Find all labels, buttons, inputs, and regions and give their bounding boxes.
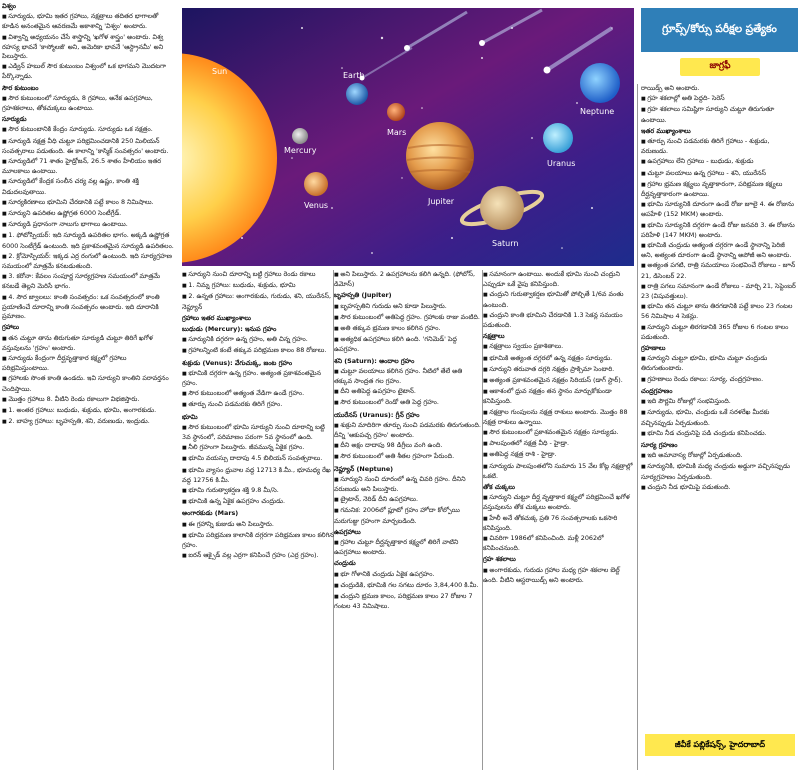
- article-paragraph: ■ అని పిలుస్తారు. 2 ఉపగ్రహాలను కలిగి ఉన్నది. (ఫోబోస్‌, డిమోస్‌): [334, 270, 482, 289]
- article-paragraph: ■ చంద్రుని నీడ భూమిపై పడుతుంది.: [641, 483, 798, 493]
- article-paragraph: ■ నీలి గ్రహంగా పిలుస్తారు. జీవమున్న ఏకైక గ్రహం.: [182, 443, 334, 453]
- article-paragraph: ■ ఈ గ్రహాన్ని కుజుడు అని పిలుస్తారు.: [182, 520, 334, 530]
- article-paragraph: ■ చుట్టూ వలయాలు కలిగిన గ్రహం. నీటిలో తేలే అతి తక్కువ సాంద్రత గల గ్రహం.: [334, 367, 482, 386]
- article-heading: యురేనస్‌ (Uranus): గ్రీన్‌ గ్రహం: [334, 410, 420, 419]
- article-paragraph: ■ అత్యంత ప్రకాశవంతమైన నక్షత్రం సిరియస్‌ (డాగ్‌ స్టార్‌).: [483, 376, 633, 386]
- article-paragraph: ■ సూర్యుడి ప్రధానంగా నాలుగు భాగాలు ఉంటాయి.: [2, 220, 174, 230]
- article-heading: శని (Saturn): అందాల గ్రహం: [334, 356, 415, 365]
- article-heading: భూమి: [182, 412, 198, 421]
- article-paragraph: ■ భూమి వ్యాసం ధ్రువాల వద్ద 12713 కి.మీ., భూమధ్య రేఖ వద్ద 12756 కి.మీ.: [182, 466, 334, 485]
- article-paragraph: ■ పాలపుంతలో నక్షత్ర వీధి - హైడ్రా.: [483, 439, 633, 449]
- neptune-label: Neptune: [580, 107, 615, 116]
- article-paragraph: రాయిడ్స్‌ అని అంటారు.: [641, 84, 700, 92]
- venus-label: Venus: [304, 201, 329, 210]
- column-4: [483, 270, 633, 770]
- mercury-label: Mercury: [284, 146, 317, 155]
- article-heading: ఉపగ్రహాలు: [334, 527, 361, 536]
- article-heading: తోక చుక్కలు: [483, 483, 515, 492]
- article-paragraph: ■ ఎడ్విన్‌ హబుల్‌ సౌర కుటుంబం విశ్వంలో ఒక భాగమని మొదటగా పేర్కొన్నాడు.: [2, 62, 174, 81]
- article-paragraph: ■ 2. బాహ్య గ్రహాలు: బృహస్పతి, శని, వరుణుడు, ఇంద్రుడు.: [2, 417, 174, 427]
- article-paragraph: ■ నక్షత్రాల గుంపులను నక్షత్ర రాశులు అంటారు. మొత్తం 88 నక్షత్ర రాశులు ఉన్నాయి.: [483, 408, 633, 427]
- mars-label: Mars: [387, 128, 407, 137]
- article-heading: అంగారకుడు (Mars): [182, 509, 239, 518]
- article-paragraph: ■ దీని అక్షం దాదాపు 98 డిగ్రీలు వంగి ఉంది.: [334, 441, 482, 451]
- article-paragraph: ■ నక్షత్రాలు స్వయం ప్రకాశితాలు.: [483, 342, 633, 352]
- article-paragraph: ■ విశ్వాన్ని అధ్యయనం చేసే శాస్త్రాన్ని 'ఖగోళ శాస్త్రం' అంటారు. విశ్వ రహస్య భావనే 'కాస్మోలజీ' అని, అమెరికా భావనే 'ఆస్ట్రానమీ' అని పిలుస్తారు.: [2, 33, 174, 62]
- article-heading: చంద్రుడు: [334, 559, 356, 568]
- article-paragraph: ■ చంద్రుని కాంతి భూమిని చేరడానికి 1.3 సెకన్ల సమయం పడుతుంది.: [483, 311, 633, 330]
- article-paragraph: ■ ఉపగ్రహాలు లేని గ్రహాలు - బుధుడు, శుక్రుడు: [641, 157, 798, 167]
- article-paragraph: ■ భూమి పరిభ్రమణ కాలానికి దగ్గరగా పరిభ్రమణ కాలం కలిగిన గ్రహం.: [182, 531, 334, 550]
- column-3: [334, 270, 482, 770]
- article-paragraph: ■ గ్రహ శకలాలు సమిష్టిగా సూర్యుని చుట్టూ తిరుగుతూ ఉంటాయి.: [641, 105, 798, 124]
- article-paragraph: ■ చివరిగా 1986లో కనిపించింది. మళ్లీ 2062లో కనిపించనుంది.: [483, 534, 633, 553]
- article-paragraph: ■ అతి తక్కువ భ్రమణ కాలం కలిగిన గ్రహం.: [334, 324, 482, 334]
- article-paragraph: ■ సూర్యుడు, భూమి ఇతర గ్రహాలు, నక్షత్రాలు తదితర భాగాలతో కూడిన అనంతమైన ఆవరణమే అకాశాన్ని 'విశ్వం' అంటారు.: [2, 12, 174, 31]
- article-paragraph: ■ 1. అంతర గ్రహాలు: బుధుడు, శుక్రుడు, భూమి, అంగారకుడు.: [2, 406, 174, 416]
- article-paragraph: ■ భూమి నీడ చంద్రునిపై పడి చంద్రుడు కనిపించడు.: [641, 429, 798, 439]
- article-heading: విశ్వం: [2, 2, 16, 10]
- article-paragraph: ■ తన చుట్టూ తాను తిరుగుతూ సూర్యుడి చుట్టూ తిరిగే ఖగోళ వస్తువులను 'గ్రహం' అంటారు.: [2, 334, 174, 353]
- article-heading: గ్రహణాలు: [641, 344, 666, 353]
- article-paragraph: ■ భూమికి ఉన్న ఏకైక ఉపగ్రహం చంద్రుడు.: [182, 497, 334, 507]
- article-heading: చంద్రగ్రహణం: [641, 386, 673, 395]
- article-paragraph: ■ రాత్రి పగలు సమానంగా ఉండే రోజులు - మార్చి 21, సెప్టెంబర్‌ 23 (విషువత్తులు).: [641, 282, 798, 301]
- article-paragraph: ■ 2. ఉన్నత గ్రహాలు: అంగారకుడు, గురుడు, శని, యురేనస్‌, నెప్ట్యూన్‌: [182, 292, 334, 311]
- article-paragraph: ■ హేలీ అనే తోకచుక్క ప్రతి 76 సంవత్సరాలకు ఒకసారి కనిపిస్తుంది.: [483, 514, 633, 533]
- article-paragraph: ■ గ్రహాలన్నింటి కంటే తక్కువ పరిభ్రమణ కాలం 88 రోజులు.: [182, 346, 334, 356]
- article-paragraph: ■ సూర్యుడు పాలపుంతలోని సుమారు 15 వేల కోట్ల నక్షత్రాల్లో ఒకటి.: [483, 462, 633, 481]
- article-paragraph: ■ తూర్పు నుంచి పడమరకు తిరిగే గ్రహం.: [182, 400, 334, 410]
- section-title: జాగ్రఫీ: [680, 58, 760, 76]
- article-paragraph: ■ సౌర కుటుంబంలో భూమి సూర్యుని నుంచి దూరాన్ని బట్టి 3వ స్థానంలో, పరిమాణం పరంగా 5వ స్థానంలో ఉంది.: [182, 423, 334, 442]
- article-paragraph: ■ భూమికి చంద్రుడు అత్యంత దగ్గరగా ఉండే స్థానాన్ని పెరిజీ అని, అత్యంత దూరంగా ఉండే స్థానాన్ని అపోజీ అని అంటారు.: [641, 241, 798, 260]
- article-paragraph: ■ భూమి సూర్యునికి దగ్గరగా ఉండే రోజు జనవరి 3. ఈ రోజును పరిహేళి (147 MKM) అంటారు.: [641, 221, 798, 240]
- article-paragraph: ■ భూమి గురుత్వాకర్షణ శక్తి 9.8 మీ/సె.: [182, 486, 334, 496]
- publisher-credit: జీవీకే పబ్లికేషన్స్‌, హైదరాబాద్‌: [645, 734, 795, 756]
- article-heading: గ్రహ శకలాలు: [483, 555, 516, 564]
- article-paragraph: ■ సూర్యుని ఉపరితల ఉష్ణోగ్రత 6000 సెంటీగ్రేడ్‌.: [2, 209, 174, 219]
- jupiter-label: Jupiter: [428, 197, 455, 206]
- article-paragraph: ■ సూర్యుడు కేంద్రంగా దీర్ఘవృత్తాకార కక్ష్యలో గ్రహాలు పరిభ్రమిస్తుంటాయి.: [2, 354, 174, 373]
- article-paragraph: ■ సూర్యుడిలో కేంద్రక సంలీన చర్య వల్ల ఉష్ణం, కాంతి శక్తి విడుదలవుతాయి.: [2, 177, 174, 196]
- article-paragraph: ■ 1. నిమ్న గ్రహాలు: బుధుడు, శుక్రుడు, భూమి: [182, 281, 334, 291]
- article-paragraph: ■ సూర్యుని తరువాత దగ్గరి నక్షత్రం ప్రాక్సిమా సెంటారి.: [483, 365, 633, 375]
- article-heading: ఇతర ముఖ్యాంశాలు: [641, 126, 691, 135]
- article-paragraph: ■ చంద్రుని భ్రమణ కాలం, పరిభ్రమణ కాలం 27 రోజుల 7 గంటల 43 నిమిషాలు.: [334, 592, 482, 611]
- article-paragraph: ■ అంగారకుడు, గురుడు గ్రహాల మధ్య గ్రహ శకలాల బెల్ట్‌ ఉంది. వీటిని ఆస్టరాయిడ్స్‌ అని అంటారు.: [483, 566, 633, 585]
- column-1: [2, 0, 174, 770]
- article-paragraph: ■ మొత్తం గ్రహాలు 8. వీటిని రెండు రకాలుగా విభజిస్తారు.: [2, 395, 174, 405]
- sun-label: Sun: [212, 67, 228, 76]
- article-paragraph: ■ గ్రహ శకలాల్లో అతి పెద్దది- సెరెస్‌: [641, 94, 798, 104]
- article-paragraph: ■ సూర్యుని చుట్టూ భూమి, భూమి చుట్టూ చంద్రుడు తిరుగుతుంటారు.: [641, 354, 798, 373]
- article-paragraph: ■ గ్రహాల భ్రమణ కక్ష్యలు వృత్తాకారంగా, పరిభ్రమణ కక్ష్యలు దీర్ఘవృత్తాకారంగా ఉంటాయి.: [641, 180, 798, 199]
- article-paragraph: ■ సౌర కుటుంబంలో అతి శీతల గ్రహంగా పేరుంది.: [334, 452, 482, 462]
- article-heading: శుక్రుడు (Venus): వేగుచుక్క, జంట గ్రహం: [182, 358, 293, 367]
- article-paragraph: ■ సమానంగా ఉంటాయి. అందుకే భూమి నుంచి చంద్రుని ఎప్పుడూ ఒకే వైపు కనిపిస్తుంది.: [483, 270, 633, 289]
- article-paragraph: ■ అత్యంత పగటి, రాత్రి సమయాలు సంభవించే రోజులు - జూన్‌ 21, డిసెంబర్‌ 22.: [641, 261, 798, 280]
- article-paragraph: ■ సౌర కుటుంబంలో ప్రకాశవంతమైన నక్షత్రం సూర్యుడు.: [483, 428, 633, 438]
- article-paragraph: ■ గమనిక: 2006లో ప్లూటో గ్రహం హోదా కోల్పోయి మరుగుజ్జు గ్రహంగా మార్చబడింది.: [334, 506, 482, 525]
- article-paragraph: ■ 2. క్రోమోస్పియర్‌: ఇక్కడ ఎర్ర రంగులో ఉంటుంది. ఇది సూర్యగ్రహణ సమయంలో మాత్రమే కనబడుతుంది.: [2, 252, 174, 271]
- article-paragraph: ■ గ్రహాల చుట్టూ దీర్ఘవృత్తాకార కక్ష్యలో తిరిగే వాటిని ఉపగ్రహాలు అంటారు.: [334, 538, 482, 557]
- article-paragraph: ■ సూర్యుని చుట్టూ దీర్ఘ వృత్తాకార కక్ష్యలో పరిభ్రమించే ఖగోళ వస్తువులను తోక చుక్కలు అంటారు.: [483, 493, 633, 512]
- uranus-label: Uranus: [547, 159, 576, 168]
- article-paragraph: ■ శుక్రుని మాదిరిగా తూర్పు నుంచి పడమరకు తిరుగుతుంది. దీన్ని 'ఆకుపచ్చ గ్రహం' అంటారు.: [334, 421, 482, 440]
- article-paragraph: ■ ఇది అమావాస్య రోజుల్లో ఏర్పడుతుంది.: [641, 451, 798, 461]
- article-heading: గ్రహాలు ఇతర ముఖ్యాంశాలు: [182, 313, 251, 322]
- article-heading: నక్షత్రాలు: [483, 332, 505, 341]
- article-paragraph: ■ తూర్పు నుంచి పడమరకు తిరిగే గ్రహాలు - శుక్రుడు, వరుణుడు.: [641, 137, 798, 156]
- article-paragraph: ■ సూర్యుని నుంచి దూరాన్ని బట్టి గ్రహాలు రెండు రకాలు: [182, 270, 334, 280]
- article-paragraph: ■ ట్రైటాన్‌, నెరిడ్‌ దీని ఉపగ్రహాలు.: [334, 495, 482, 505]
- article-heading: నెప్ట్యూన్‌ (Neptune): [334, 464, 394, 473]
- solar-system-image: [182, 8, 634, 266]
- article-paragraph: ■ సూర్యుడు, భూమి, చంద్రుడు ఒకే సరళరేఖ మీదకు వచ్చినప్పుడు ఏర్పడుతుంది.: [641, 408, 798, 427]
- column-2: [182, 270, 334, 770]
- article-heading: సూర్యుడు: [2, 115, 27, 124]
- article-paragraph: ■ సూర్యునికి దగ్గరగా ఉన్న గ్రహం, అతి చిన్న గ్రహం.: [182, 335, 334, 345]
- article-paragraph: ■ సౌర కుటుంబంలో రెండో అతి పెద్ద గ్రహం.: [334, 398, 482, 408]
- article-paragraph: ■ సూర్యుడి నక్షత్ర వీధి చుట్టూ పరిభ్రమించడానికి 250 మిలియన్‌ సంవత్సరాలు పడుతుంది. ఈ కాలాన్ని 'కాస్మిక్‌ సంవత్సరం' అంటారు.: [2, 137, 174, 156]
- article-paragraph: ■ సౌర కుటుంబానికి కేంద్రం సూర్యుడు. సూర్యుడు ఒక నక్షత్రం.: [2, 125, 174, 135]
- article-paragraph: ■ అత్యధిక ఉపగ్రహాలు కలిగి ఉంది. 'గనిమెడ్‌' పెద్ద ఉపగ్రహం.: [334, 335, 482, 354]
- article-paragraph: ■ భూమికి అత్యంత దగ్గరలో ఉన్న నక్షత్రం సూర్యుడు.: [483, 354, 633, 364]
- column-divider: [637, 84, 638, 770]
- article-heading: బృహస్పతి (Jupiter): [334, 291, 392, 300]
- article-paragraph: ■ ఐరన్‌ ఆక్సైడ్‌ వల్ల ఎర్రగా కనిపించే గ్రహం (ఎర్ర గ్రహం).: [182, 551, 334, 561]
- saturn-label: Saturn: [492, 239, 519, 248]
- article-paragraph: ■ గ్రహణాలు రెండు రకాలు: సూర్య, చంద్రగ్రహణం.: [641, 375, 798, 385]
- earth-label: Earth: [343, 71, 365, 80]
- article-paragraph: ■ 1. ఫోటోస్పియర్‌: ఇది సూర్యుడి ఉపరితల భాగం. అక్కడి ఉష్ణోగ్రత 6000 సెంటీగ్రేడ్‌ ఉంటుంది. ఇది ప్రకాశవంతమైన సూర్యుడి ఉపరితలం.: [2, 231, 174, 250]
- article-paragraph: ■ బృహస్పతిని గురుడు అని కూడా పిలుస్తారు.: [334, 302, 482, 312]
- article-paragraph: ■ సూర్యుడిలో 71 శాతం హైడ్రోజన్‌, 26.5 శాతం హీలియం ఇతర మూలకాలు ఉంటాయి.: [2, 157, 174, 176]
- column-5: [641, 84, 798, 724]
- article-paragraph: ■ చంద్రుని గురుత్వాకర్షణ భూమితో పోల్చితే 1/6వ వంతు ఉంటుంది.: [483, 290, 633, 309]
- article-paragraph: ■ అతిపెద్ద నక్షత్ర రాశి - హైడ్రా.: [483, 450, 633, 460]
- article-paragraph: ■ ఆకాశంలో ధ్రువ నక్షత్రం తన స్థానం మార్చుకోకుండా కనిపిస్తుంది.: [483, 387, 633, 406]
- article-paragraph: ■ 3. కరోనా: కేవలం సంపూర్ణ సూర్యగ్రహణ సమయంలో మాత్రమే కనబడే తెల్లని మెరిసే భాగం.: [2, 272, 174, 291]
- article-paragraph: ■ గ్రహాలకు సొంత కాంతి ఉండదు. ఇవి సూర్యుని కాంతిని పరావర్తనం చెందిస్తాయి.: [2, 374, 174, 393]
- article-paragraph: ■ సూర్యుని చుట్టూ తిరగడానికి 365 రోజుల 6 గంటల కాలం పడుతుంది.: [641, 323, 798, 342]
- article-paragraph: ■ ఇది పౌర్ణమి రోజుల్లో సంభవిస్తుంది.: [641, 397, 798, 407]
- article-paragraph: ■ భూమి సూర్యునికి దూరంగా ఉండే రోజు జూలై 4. ఈ రోజును అపహేళి (152 MKM) అంటారు.: [641, 200, 798, 219]
- article-paragraph: ■ భూమి వయస్సు దాదాపు 4.5 బిలియన్‌ సంవత్సరాలు.: [182, 454, 334, 464]
- article-paragraph: ■ సౌర కుటుంబంలో అతిపెద్ద గ్రహం. గ్రహాలకు రాజు వంటిది.: [334, 313, 482, 323]
- article-paragraph: ■ సౌర కుటుంబంలో సూర్యుడు, 8 గ్రహాలు, అనేక ఉపగ్రహాలు, గ్రహశకలాలు, తోకచుక్కలు ఉంటాయి.: [2, 94, 174, 113]
- series-banner: గ్రూప్స్‌/కోర్సు పరీక్షల ప్రత్యేకం: [641, 8, 798, 52]
- article-paragraph: ■ సూర్యునికి, భూమికి మధ్య చంద్రుడు అడ్డుగా వచ్చినప్పుడు సూర్యగ్రహణం ఏర్పడుతుంది.: [641, 462, 798, 481]
- article-paragraph: ■ భూమి తన చుట్టూ తాను తిరగడానికి పట్టే కాలం 23 గంటల 56 నిమిషాల 4 సెకన్లు.: [641, 302, 798, 321]
- article-paragraph: ■ దీని అతిపెద్ద ఉపగ్రహం టైటాన్‌.: [334, 387, 482, 397]
- article-paragraph: ■ 4. సౌర జ్వాలలు: కాంతి సంవత్సరం: ఒక సంవత్సరంలో కాంతి ప్రయాణించే దూరాన్ని కాంతి సంవత్సరం అంటారు. ఇది దూరానికి ప్రమాణం.: [2, 293, 174, 322]
- article-paragraph: ■ చంద్రుడికి, భూమికి గల సగటు దూరం 3,84,400 కి.మీ.: [334, 581, 482, 591]
- article-paragraph: ■ భూమికి దగ్గరగా ఉన్న గ్రహం. అత్యంత ప్రకాశవంతమైన గ్రహం.: [182, 369, 334, 388]
- article-paragraph: ■ సూర్యకిరణాలు భూమిని చేరడానికి పట్టే కాలం 8 నిమిషాలు.: [2, 198, 174, 208]
- article-heading: బుధుడు (Mercury): ఇనుప గ్రహం: [182, 325, 277, 334]
- article-paragraph: ■ చుట్టూ వలయాలు ఉన్న గ్రహాలు - శని, యురేనస్‌: [641, 169, 798, 179]
- article-heading: సౌర కుటుంబం: [2, 83, 39, 92]
- article-paragraph: ■ సూర్యుని నుంచి దూరంలో ఉన్న చివరి గ్రహం. దీనిని వరుణుడు అని పిలుస్తారు.: [334, 475, 482, 494]
- article-paragraph: ■ సౌర కుటుంబంలో అత్యంత వేడిగా ఉండే గ్రహం.: [182, 389, 334, 399]
- article-heading: సూర్య గ్రహణం: [641, 440, 678, 449]
- article-heading: గ్రహాలు: [2, 323, 20, 332]
- article-paragraph: ■ భూ గోళానికి చంద్రుడు ఏకైక ఉపగ్రహం.: [334, 570, 482, 580]
